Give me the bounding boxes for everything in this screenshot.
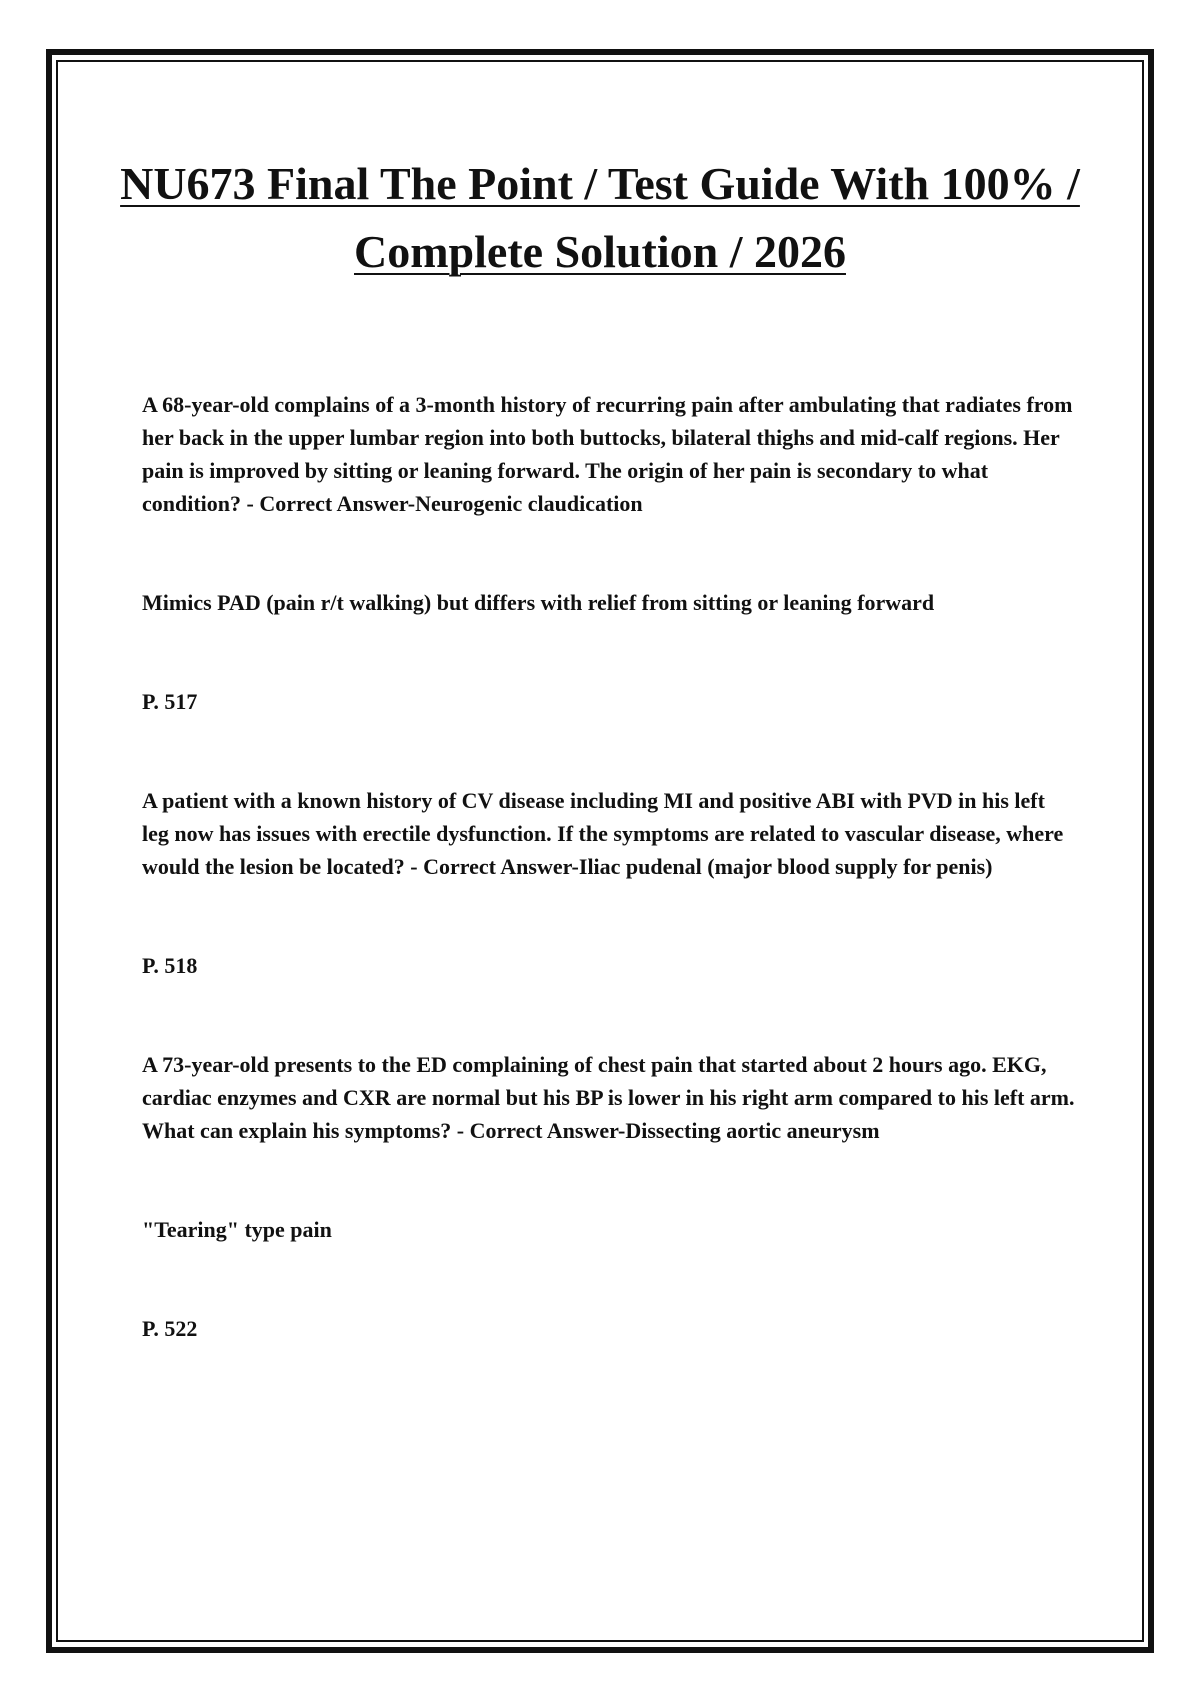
question-paragraph: A 68-year-old complains of a 3-month history of recurring pain after ambulating that radiates from her back in the upper lumbar region into both buttocks, bilateral thighs and mid-calf regions. Her pain is improved by sitting or leaning forward. The origin of her pain is secondary to what condition? - Correct Answer-Neurogenic claudication [142, 392, 1073, 516]
document-body [142, 388, 1077, 1345]
page-reference: P. 518 [142, 953, 198, 978]
page-reference: P. 517 [142, 689, 198, 714]
explanation-paragraph: Mimics PAD (pain r/t walking) but differs with relief from sitting or leaning forward [142, 590, 935, 615]
document-title: NU673 Final The Point / Test Guide With 100% / Complete Solution / 2026 [120, 158, 1080, 277]
question-paragraph: A 73-year-old presents to the ED complaining of chest pain that started about 2 hours ago. EKG, cardiac enzymes and CXR are normal but his BP is lower in his right arm compared to his left arm. What can explain his symptoms? - Correct Answer-Dissecting aortic aneurysm [142, 1052, 1075, 1143]
page-reference: P. 522 [142, 1316, 198, 1341]
question-paragraph: A patient with a known history of CV disease including MI and positive ABI with PVD in his left leg now has issues with erectile dysfunction. If the symptoms are related to vascular disease, where would the lesion be located? - Correct Answer-Iliac pudenal (major blood supply for penis) [142, 788, 1064, 879]
explanation-paragraph: "Tearing" type pain [142, 1217, 332, 1242]
